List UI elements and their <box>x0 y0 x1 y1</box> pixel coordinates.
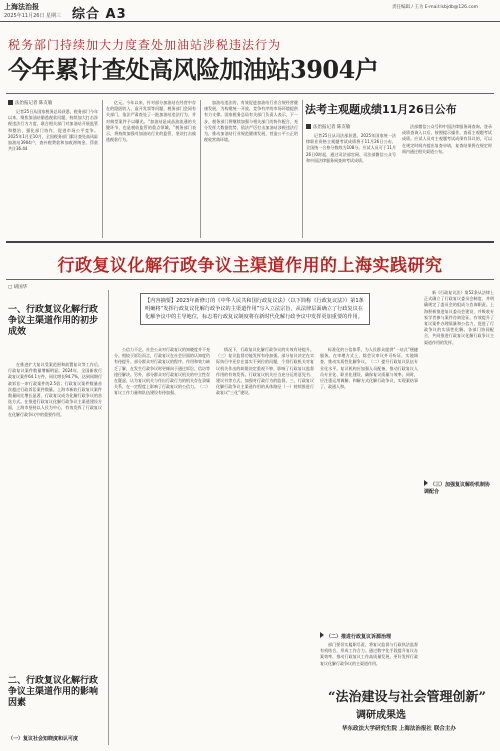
date-line: 2025年11月26日 星期三 <box>4 13 62 19</box>
paragraph: 法部微信公众号和中国法律服务网查询。登录成绩查询入口后，按照提示操作，查看主观题考试成绩。应试人员对主观题考试成绩有异议的，可以在规定时间内提出复查申请，复查结果将在规定时间内通过相关渠道公布。 <box>402 124 492 154</box>
column-divider <box>108 290 109 745</box>
paper-name: 上海法治报 <box>4 2 39 11</box>
feature-headline: 行政复议化解行政争议主渠道作用的上海实践研究 <box>57 256 443 276</box>
arrow-icon <box>320 632 324 638</box>
col5-title <box>320 632 418 640</box>
paragraph: 标准化的公信体系，为人民群众提供“一站式”便捷服务。在审理方式上，除会议审议外可听证、实地调查，推动实质性化解争议。（二）提升行政复议队伍专业化水平。复议机构应加强人员配备，推动行政复议人员专业化、职业化建设，确保复议质量与效率。同时，应注重运用调解、和解方式化解行政争议，实现案结事了、政通人和。 <box>320 347 418 390</box>
byline-text: 法治报记者 陈友敏 <box>313 125 351 130</box>
editor-note-text: 【内容摘要】2023年新修订的《中华人民共和国行政复议法》（以下简称《行政复议法》）第1条明确将“发挥行政复议化解行政争议的主渠道作用”写入立法宗旨，从法律层面确立了行政复议在化解争议中的主导地位，标志着行政复议制度将在新时代化解行政争议中发挥更加重要的作用。 <box>145 298 364 320</box>
column-divider <box>302 100 303 238</box>
paragraph: 记者25日从国家税务总局获悉，税务部门今年以来，聚焦加油站偷逃税款问题，持续加大打击涉税违法行为力度，联合相关部门对加油站开展监管和整治，强化部门协作，促进市场公平竞争。2025年1月至10月，全国税务部门累计查处高风险加油站3904户，查补税费款和加收滞纳金、罚款共计36.44 <box>8 109 98 152</box>
feature-col3 <box>216 347 314 547</box>
byline-icon <box>306 124 311 129</box>
arrow-icon <box>424 480 428 486</box>
banner-organizers: 华东政法大学研究生院 上海法治报社 联合主办 <box>342 726 456 732</box>
editor-note-box <box>140 293 370 325</box>
masthead <box>0 0 500 22</box>
top-story-col2 <box>106 100 196 237</box>
section-label: 综合 A3 <box>72 7 127 22</box>
divider <box>6 279 494 280</box>
series-banner <box>328 686 496 732</box>
paragraph: 部门要切实履职尽责，将复议监督与行政执法监督有机结合，形成工作合力。通过数字化手段提升复议办案效率，推动行政复议工作高质量发展，更好发挥行政复议化解行政争议的主渠道作用。 <box>320 642 418 666</box>
banner-title: “法治建设与社会管理创新” <box>328 690 486 705</box>
paragraph: 亿元。今年以来，针对部分加油站在经营中存在的隐匿收入、虚开发票等问题，税务部门会同有关部门，依法严肃查处了一批加油站违法行为，并对典型案件予以曝光。“加油站是成品油流通的关键环节，也是税收监管的重点领域。”税务部门表示，将持续加强对加油站行业的监管，坚决打击偷逃税款行为。 <box>106 100 196 143</box>
col6-title <box>424 480 494 495</box>
paragraph: 加油站违法的，有效促进加油站行业合规经营健康发展，为构建统一开放、竞争有序的市场环境提供有力支撑。国家税务总局有关部门负责人表示，下一步，税务部门将继续加强与相关部门的协作配合，充分发挥大数据优势，依法严厉打击加油站涉税违法行为，推动加油站行业规范健康发展，营造公平公正的税收营商环境。 <box>204 100 298 143</box>
top-story-headline: 今年累计查处高风险加油站3904户 <box>8 55 379 84</box>
column-divider <box>102 100 103 238</box>
subhead-text: （二）推进行政复议诉源治理 <box>326 634 392 640</box>
byline-text: 法治报记者 陈友敏 <box>15 101 53 106</box>
feature-col2 <box>114 347 210 742</box>
paragraph: 新《行政复议法》第52条从法律上正式确立了行政复议委员会制度，并明确规定了委员会的组成与咨询职责。上海积极推进复议委员会建设，并吸收专家学者参与案件咨询论证，有效提升了复议案件办理质量和公信力，促进了行政争议的实质性化解。各部门协同配合，共同推进行政复议化解行政争议主渠道作用的发挥。 <box>424 290 494 345</box>
top-story-byline <box>8 100 52 106</box>
right-story-col1 <box>306 133 396 237</box>
section2-sub <box>8 735 102 742</box>
banner-subtitle: 调研成果选 <box>356 710 406 721</box>
subhead-text: （一）复议社会知晓度和认可度 <box>8 736 79 742</box>
editor-credit: 责任编辑 / 王为 E-mail:lsbjdb@126.com <box>392 5 478 10</box>
paragraph: 情况下，行政复议化解行政争议的实效有待提升。（三）复议监督功能发挥有待加强。部分复议决定在实际执行中还存在落实不到位的问题，个别行政机关对复议机关作出的纠错决定重视不够，影响了行政复议监督作用的有效发挥。行政复议机关应当充分运用意见书、建议书等方式，加强对行政行为的监督。三、行政复议化解行政争议主渠道作用的具体路径（一）持续推进行政复议“三化”建设。 <box>216 347 314 396</box>
feature-col6a <box>424 290 494 470</box>
subhead-text: （三）加强复议解纷机制协调配合 <box>424 482 491 495</box>
top-story-col3 <box>204 100 298 237</box>
right-story-col2 <box>402 124 492 237</box>
feature-col5 <box>320 642 418 680</box>
feature-author: □ 胡国华 <box>8 285 28 290</box>
paragraph: 记者25日从司法部获悉，2025年国家统一法律职业资格主观题考试成绩将于11月26日公布，全国统一合格分数线为108分。应试人员可于11月26日0时起，通过司法部官网、司法部微信公众号和中国法律服务网查询考试成绩。 <box>306 133 396 163</box>
feature-col1 <box>8 362 102 562</box>
section2-title: 二、行政复议化解行政争议主渠道作用的影响因素 <box>8 676 99 708</box>
section-divider <box>6 241 494 243</box>
paragraph: 公信力不足。社会公众对行政复议的知晓度并不充分。相较于诉讼而言，行政复议在社会层面的认知度仍有待提升。部分群众对行政复议的程序、作用和效力缺乏了解，在发生行政争议时更倾向于通过诉讼、信访等途径解决。另外，部分群众对行政复议机关的中立性存在疑虑，认为复议机关与作出行政行为的机关存在隶属关系，在一定程度上影响了行政复议的公信力。（二）复议工作力量和队伍建设有待加强。 <box>114 347 210 396</box>
right-story-headline: 法考主观题成绩11月26日公布 <box>305 103 457 116</box>
right-story-byline <box>306 124 350 130</box>
column-divider <box>200 100 201 238</box>
paragraph: 在推进扩大复议受案范围和前置复议等工作后，行政复议案件数量增幅明显。2024年，全国新收行政复议案件64.1万件，同比增长94.7%，达到同期行政诉讼一审行政案件的2.5倍；行政复议案件数量首次超过行政诉讼案件数量。上海市新收行政复议案件数量同比增长显著，行政复议成为化解行政争议的首选方式。在推进行政复议化解行政争议主渠道建设方面，上海市坚持以人民为中心，有效发挥了行政复议在化解行政争议中的重要作用。 <box>8 362 102 417</box>
top-story-col1 <box>8 109 98 237</box>
divider <box>6 93 494 94</box>
byline-icon <box>8 100 13 105</box>
feature-col4 <box>320 347 418 627</box>
section1-title: 一、行政复议化解行政争议主渠道作用的初步成效 <box>8 305 99 337</box>
top-story-kicker: 税务部门持续加大力度查处加油站涉税违法行为 <box>8 38 282 52</box>
